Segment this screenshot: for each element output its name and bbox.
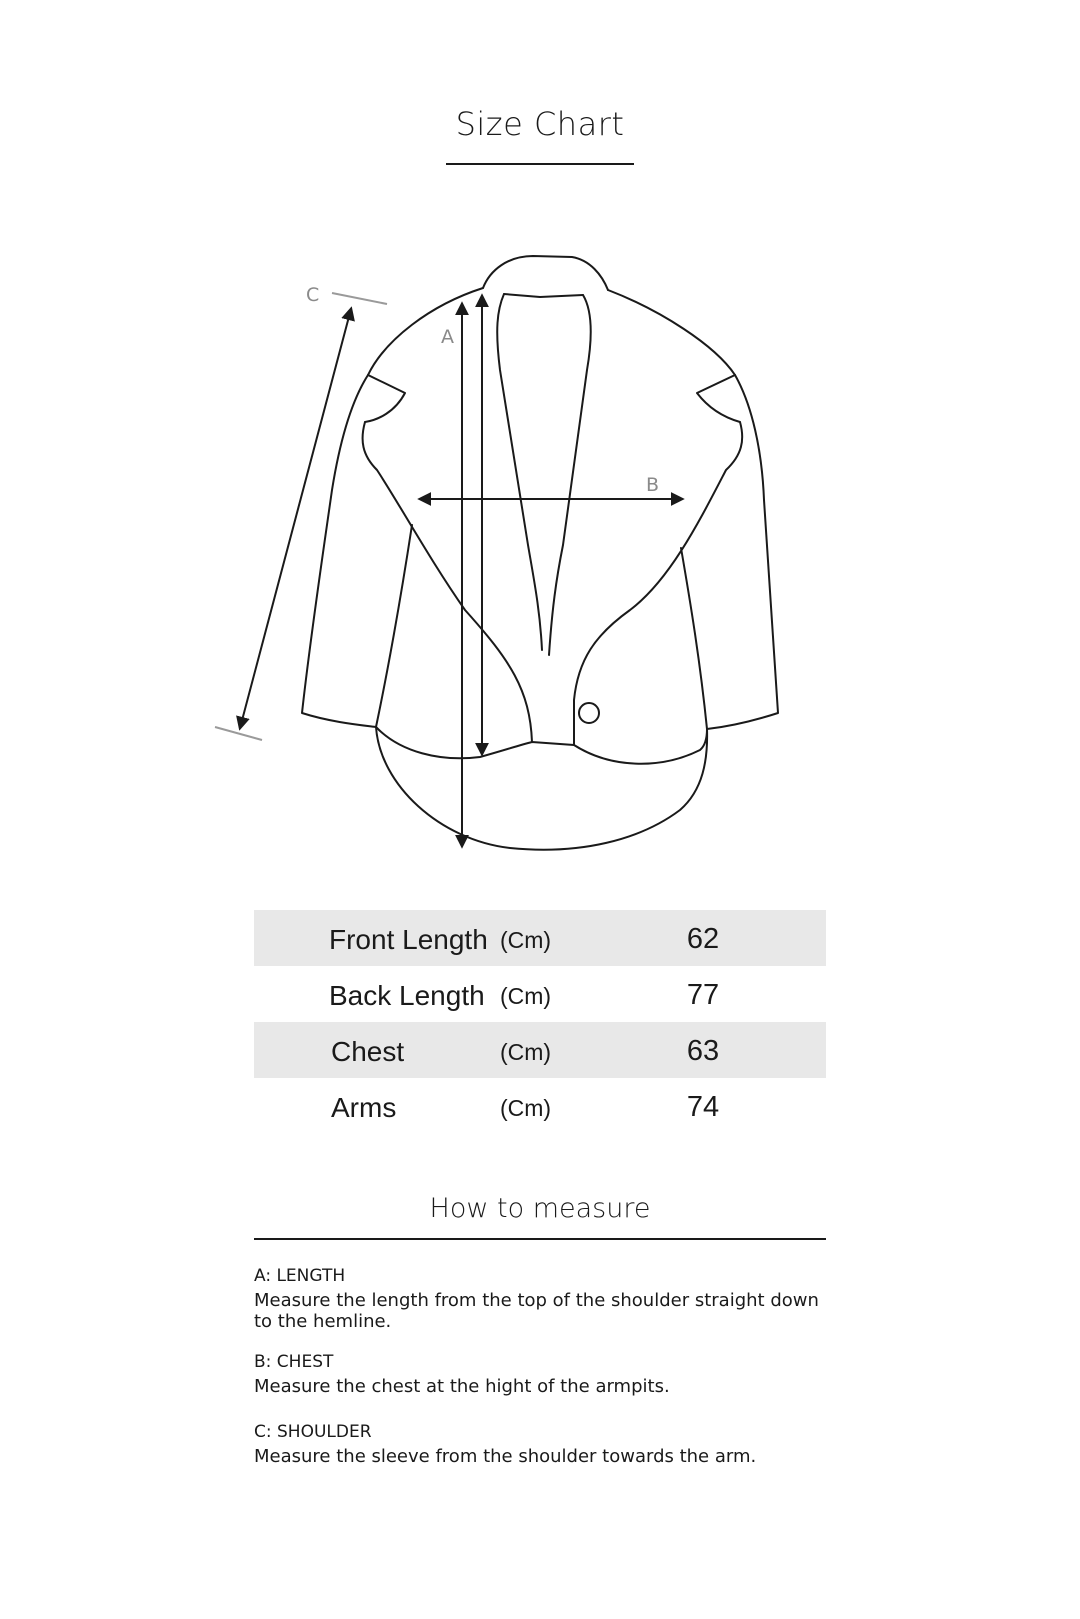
size-table (254, 910, 826, 1134)
size-row-front-length (254, 910, 826, 966)
measure-item-length (254, 1265, 826, 1332)
measurement-ticks (215, 293, 387, 740)
how-to-measure-title: How to measure (429, 1193, 651, 1224)
size-row-arms (254, 1078, 826, 1134)
label-a: A (441, 326, 454, 348)
size-row-back-length (254, 966, 826, 1022)
size-row-value: 74 (686, 1091, 720, 1123)
measure-item-chest (254, 1351, 826, 1397)
size-row-value: 77 (686, 979, 720, 1011)
size-row-unit: (Cm) (500, 927, 552, 953)
size-row-label: Chest (331, 1036, 405, 1067)
measure-item-heading: A: LENGTH (254, 1266, 346, 1286)
size-row-chest (254, 1022, 826, 1078)
page-title: Size Chart (455, 105, 625, 143)
label-b: B (646, 474, 660, 496)
size-row-label: Arms (331, 1092, 397, 1123)
measurement-arrows (240, 296, 682, 846)
how-to-measure-divider (254, 1238, 826, 1240)
size-row-unit: (Cm) (500, 1039, 552, 1065)
size-row-unit: (Cm) (500, 983, 552, 1009)
jacket-outline (302, 256, 778, 850)
measure-item-shoulder (254, 1421, 826, 1467)
measure-item-text: Measure the length from the top of the shoulder straight down to the hemline. (254, 1290, 819, 1332)
label-c: C (306, 284, 320, 306)
size-row-label: Front Length (329, 924, 488, 955)
measure-item-text: Measure the sleeve from the shoulder towards the arm. (254, 1446, 757, 1467)
size-row-unit: (Cm) (500, 1095, 552, 1121)
measure-item-text: Measure the chest at the hight of the armpits. (254, 1376, 670, 1397)
size-row-value: 63 (686, 1035, 720, 1067)
measure-item-heading: B: CHEST (254, 1352, 334, 1372)
measure-item-heading: C: SHOULDER (254, 1422, 372, 1442)
size-row-label: Back Length (329, 980, 485, 1011)
size-row-value: 62 (686, 923, 720, 955)
